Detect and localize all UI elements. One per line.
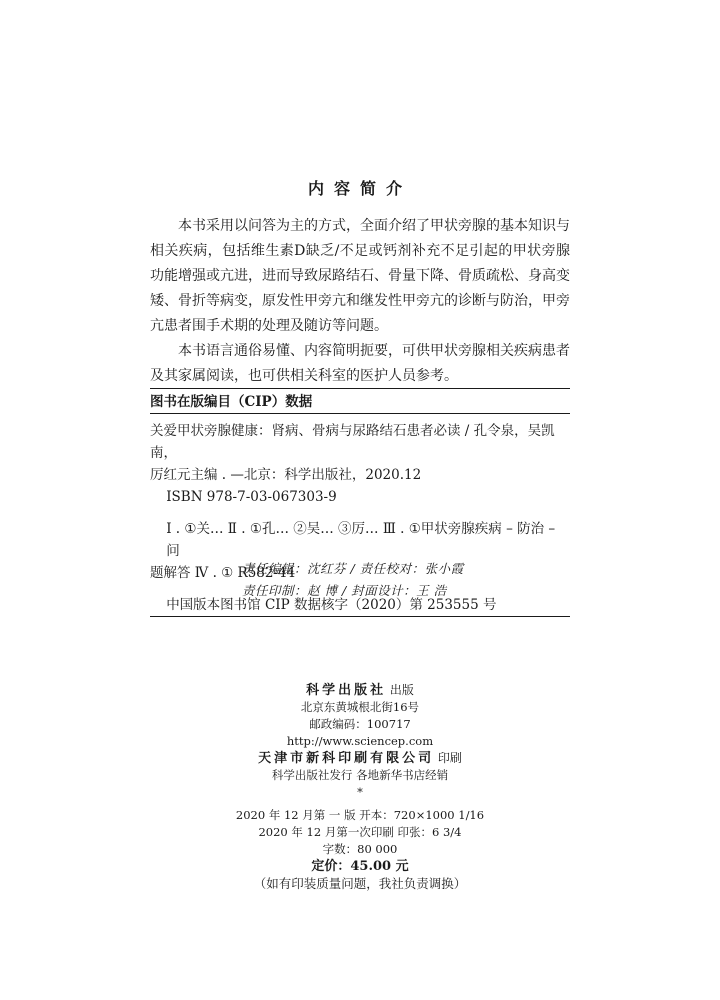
quality-note: （如有印装质量问题，我社负责调换） bbox=[253, 876, 467, 891]
cip-class-line-1: Ⅰ . ①关… Ⅱ . ①孔… ②吴… ③厉… Ⅲ . ①甲状旁腺疾病 – 防治 – 问 bbox=[166, 521, 556, 559]
publisher-postcode: 邮政编码：100717 bbox=[309, 717, 411, 731]
word-count: 字数：80 000 bbox=[322, 842, 398, 856]
printer-suffix: 印刷 bbox=[437, 751, 462, 765]
cip-header: 图书在版编目（CIP）数据 bbox=[150, 394, 313, 410]
edition-info: 2020 年 12 月第 一 版 开本：720×1000 1/16 bbox=[235, 808, 485, 822]
publisher-url: http://www.sciencep.com bbox=[286, 734, 434, 748]
summary-paragraph-2: 本书语言通俗易懂、内容简明扼要，可供甲状旁腺相关疾病患者及其家属阅读，也可供相关科室的医护人员参考。 bbox=[150, 343, 570, 384]
publisher-line bbox=[0, 682, 720, 699]
publisher-block bbox=[0, 682, 720, 892]
price: 定价：45.00 元 bbox=[311, 859, 409, 874]
credits bbox=[150, 558, 570, 602]
publisher-suffix: 出版 bbox=[389, 683, 414, 697]
cip-isbn: ISBN 978-7-03-067303-9 bbox=[166, 489, 337, 505]
publisher-address: 北京东黄城根北街16号 bbox=[300, 700, 420, 714]
cip-book-line-2: 厉红元主编 . —北京：科学出版社，2020.12 bbox=[150, 467, 422, 483]
printer-line bbox=[0, 750, 720, 767]
distribution: 科学出版社发行 各地新华书店经销 bbox=[271, 768, 449, 782]
printer-name: 天津市新科印刷有限公司 bbox=[258, 751, 435, 766]
printing-info: 2020 年 12 月第一次印刷 印张：6 3/4 bbox=[258, 825, 462, 839]
cip-book-line-1: 关爱甲状旁腺健康：肾病、骨病与尿路结石患者必读 / 孔令泉，吴凯南， bbox=[150, 423, 555, 461]
cip-number: 中国版本图书馆 CIP 数据核字（2020）第 253555 号 bbox=[166, 597, 497, 613]
summary-paragraph-1: 本书采用以问答为主的方式，全面介绍了甲状旁腺的基本知识与相关疾病，包括维生素D缺乏/不足或钙剂补充不足引起的甲状旁腺功能增强或亢进，进而导致尿路结石、骨量下降、骨质疏松、身高变矮、骨折等病变，原发性甲旁亢和继发性甲旁亢的诊断与防治，甲旁亢患者围手术期的处理及随访等问题。 bbox=[150, 218, 570, 334]
credits-line-1: 责任编辑：沈红芬 / 责任校对：张小霞 bbox=[242, 561, 464, 576]
content-summary bbox=[150, 214, 570, 389]
cip-class-line-2: 题解答 Ⅳ . ① R582-44 bbox=[150, 565, 296, 581]
credits-line-2: 责任印制：赵 博 / 封面设计：王 浩 bbox=[242, 583, 447, 598]
publisher-name: 科学出版社 bbox=[306, 683, 387, 698]
page-title: 内容简介 bbox=[307, 179, 412, 198]
separator: * bbox=[357, 785, 363, 799]
